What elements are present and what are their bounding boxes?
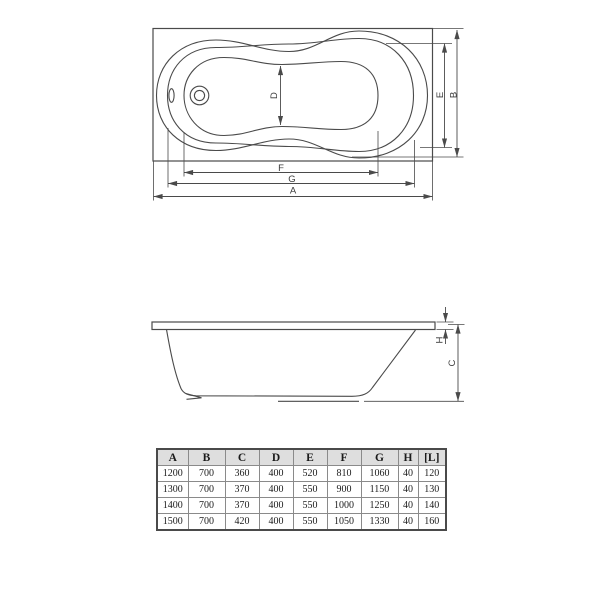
table-cell: 700	[188, 498, 225, 514]
tub-rim-profile	[152, 322, 435, 330]
table-cell: 1150	[361, 482, 398, 498]
table-cell: 40	[398, 514, 418, 531]
table-cell: 400	[259, 466, 293, 482]
dimension-g	[168, 128, 415, 188]
table-cell: 1330	[361, 514, 398, 531]
dim-label-g: G	[288, 174, 296, 185]
table-cell: 550	[293, 482, 327, 498]
column-header-d: D	[259, 449, 293, 466]
table-cell: 140	[418, 498, 446, 514]
column-header-c: C	[225, 449, 259, 466]
table-row	[157, 514, 446, 531]
table-row	[157, 482, 446, 498]
table-body	[157, 466, 446, 531]
dimension-c	[364, 325, 465, 402]
table-cell: 900	[327, 482, 361, 498]
dim-label-f: F	[278, 163, 284, 174]
table-cell: 700	[188, 466, 225, 482]
table-cell: 700	[188, 482, 225, 498]
column-header-b: B	[188, 449, 225, 466]
table-cell: 370	[225, 498, 259, 514]
dimension-e	[386, 44, 452, 148]
table-cell: 420	[225, 514, 259, 531]
table-cell: 1000	[327, 498, 361, 514]
table-cell: 550	[293, 514, 327, 531]
table-cell: 810	[327, 466, 361, 482]
dim-label-a: A	[289, 185, 297, 197]
dimension-h	[435, 307, 454, 344]
tub-basin-contour	[184, 58, 378, 136]
drain-icon	[190, 86, 209, 105]
table-cell: 1400	[157, 498, 188, 514]
table-cell: 1300	[157, 482, 188, 498]
column-header-e: E	[293, 449, 327, 466]
dimension-table	[156, 448, 447, 531]
dimension-f	[184, 131, 378, 177]
table-cell: 400	[259, 482, 293, 498]
dim-label-b: B	[448, 91, 460, 99]
table-cell: 700	[188, 514, 225, 531]
dim-label-c: C	[447, 359, 459, 367]
table-cell: 1250	[361, 498, 398, 514]
table-cell: 370	[225, 482, 259, 498]
table-cell: 400	[259, 498, 293, 514]
table-cell: 40	[398, 498, 418, 514]
table-cell: 130	[418, 482, 446, 498]
table-cell: 40	[398, 466, 418, 482]
table-cell: 400	[259, 514, 293, 531]
dim-label-e: E	[435, 91, 447, 99]
table-cell: 160	[418, 514, 446, 531]
dim-label-h: H	[434, 336, 446, 344]
column-header-f: F	[327, 449, 361, 466]
table-cell: 1050	[327, 514, 361, 531]
tub-foot	[186, 394, 202, 400]
column-header-l: [L]	[418, 449, 446, 466]
table-cell: 120	[418, 466, 446, 482]
column-header-g: G	[361, 449, 398, 466]
table-row	[157, 498, 446, 514]
table-row	[157, 466, 446, 482]
overflow-icon	[169, 89, 174, 103]
column-header-h: H	[398, 449, 418, 466]
table-cell: 1200	[157, 466, 188, 482]
table-cell: 360	[225, 466, 259, 482]
table-header-row	[157, 449, 446, 466]
bathtub-side-view	[152, 307, 465, 401]
table-cell: 550	[293, 498, 327, 514]
dimension-b	[352, 29, 464, 158]
column-header-a: A	[157, 449, 188, 466]
tub-body-profile	[167, 330, 416, 397]
table-cell: 40	[398, 482, 418, 498]
dimension-d	[269, 66, 280, 125]
table-cell: 1060	[361, 466, 398, 482]
bathtub-top-view	[153, 29, 464, 201]
table-header-row-inner	[157, 449, 446, 466]
table-cell: 520	[293, 466, 327, 482]
table-cell: 1500	[157, 514, 188, 531]
dim-label-d: D	[269, 92, 281, 99]
